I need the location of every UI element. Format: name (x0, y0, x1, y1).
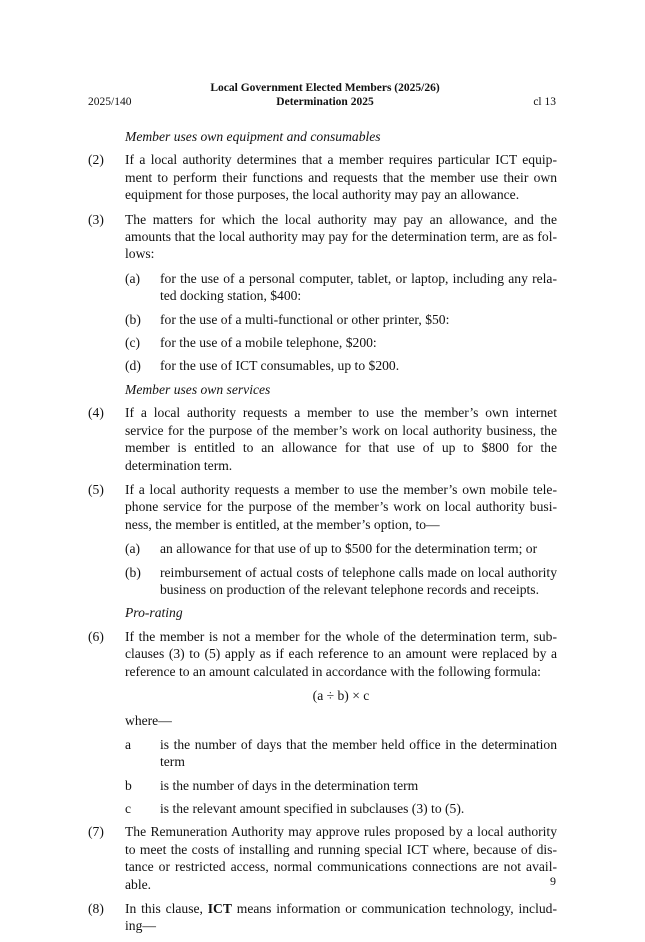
subclause-7 (88, 823, 557, 893)
subclause-number: (5) (88, 481, 104, 497)
paragraph-3a (125, 270, 557, 305)
document-body (88, 128, 557, 942)
paragraph-5b (125, 564, 557, 599)
defined-term-ict: ICT (207, 901, 232, 917)
subclause-4 (88, 404, 557, 474)
subclause-text: If a local authority requests a member to use the member’s own internet service for the purpose of the member’s work on local authority business, the member is entitled to an allowance for that use of up to $800 for the determination term. (125, 405, 557, 473)
subclause-text: The matters for which the local authority may pay an allowance, and the amounts that the local authority may pay for the determination term, are as follows: (125, 211, 557, 262)
header-title (180, 81, 470, 109)
paragraph-label: (d) (125, 358, 141, 374)
subclause-text-post: means information or communication technology, including— (125, 901, 557, 934)
definition-a (125, 736, 557, 771)
subclause-text: If a local authority requests a member to use the member’s own mobile telephone service for the purpose of the member’s work on local authority business, the member is entitled, at the member’s option, to— (125, 481, 557, 532)
header-clause-ref: cl 13 (533, 96, 556, 108)
definition-text: is the number of days in the determination term (160, 777, 419, 793)
header-title-line2: Determination 2025 (276, 96, 374, 108)
subclause-number: (6) (88, 628, 104, 644)
subclause-text: If a local authority determines that a member requires particular ICT equipment to perform their functions and requests that the member use their own equipment for those purposes, the local authority may pay an allowance. (125, 152, 557, 203)
paragraph-3b (125, 311, 557, 328)
definition-term: a (125, 736, 132, 752)
paragraph-text: an allowance for that use of up to $500 for the determination term; or (160, 541, 538, 557)
header-act-number: 2025/140 (88, 96, 132, 108)
subclause-text: The Remuneration Authority may approve rules proposed by a local authority to meet the costs of installing and running special ICT where, because of distance or restricted access, normal communications connections are not available. (125, 824, 557, 892)
paragraph-label: (a) (125, 541, 141, 557)
subclause-8 (88, 900, 557, 935)
paragraph-label: (b) (125, 311, 141, 327)
paragraph-text: for the use of a personal computer, tablet, or laptop, including any related docking station, $400: (160, 270, 557, 304)
subclause-3 (88, 211, 557, 263)
subclause-6 (88, 628, 557, 680)
formula: (a ÷ b) × c (312, 687, 370, 703)
paragraph-text: for the use of ICT consumables, up to $200. (160, 358, 400, 374)
definition-term: b (125, 777, 132, 793)
subclause-2 (88, 151, 557, 203)
section-heading-prorating: Pro-rating (125, 605, 183, 621)
paragraph-3d (125, 357, 557, 374)
paragraph-label: (c) (125, 335, 141, 351)
subclause-5 (88, 481, 557, 533)
section-heading-equipment: Member uses own equipment and consumables (125, 129, 381, 144)
paragraph-5a (125, 540, 557, 557)
definition-b (125, 777, 557, 794)
subclause-number: (3) (88, 211, 104, 227)
subclause-text-pre: In this clause, (125, 901, 208, 917)
subclause-number: (4) (88, 405, 104, 421)
subclause-number: (7) (88, 824, 104, 840)
where-label: where— (125, 713, 172, 729)
section-heading-services: Member uses own services (125, 381, 271, 397)
subclause-number: (8) (88, 901, 104, 917)
definition-text: is the relevant amount specified in subclauses (3) to (5). (160, 801, 465, 816)
subclause-text (125, 900, 557, 935)
subclause-text: If the member is not a member for the whole of the determination term, subclauses (3) to (5) apply as if each reference to an amount were replaced by a reference to an amount calculated in accordance with the following formula: (125, 628, 557, 679)
definition-term: c (125, 801, 132, 816)
paragraph-label: (b) (125, 564, 141, 580)
definition-text: is the number of days that the member held office in the determination term (160, 736, 557, 770)
subclause-number: (2) (88, 152, 104, 168)
page-number: 9 (550, 874, 556, 888)
header-title-line1: Local Government Elected Members (2025/26) (210, 82, 440, 94)
paragraph-text: for the use of a multi-functional or other printer, $50: (160, 311, 450, 327)
paragraph-text: for the use of a mobile telephone, $200: (160, 335, 377, 351)
paragraph-label: (a) (125, 270, 141, 286)
definition-c (125, 800, 557, 817)
paragraph-3c (125, 334, 557, 351)
paragraph-text: reimbursement of actual costs of telephone calls made on local authority business on production of the relevant telephone records and receipts. (160, 564, 557, 597)
